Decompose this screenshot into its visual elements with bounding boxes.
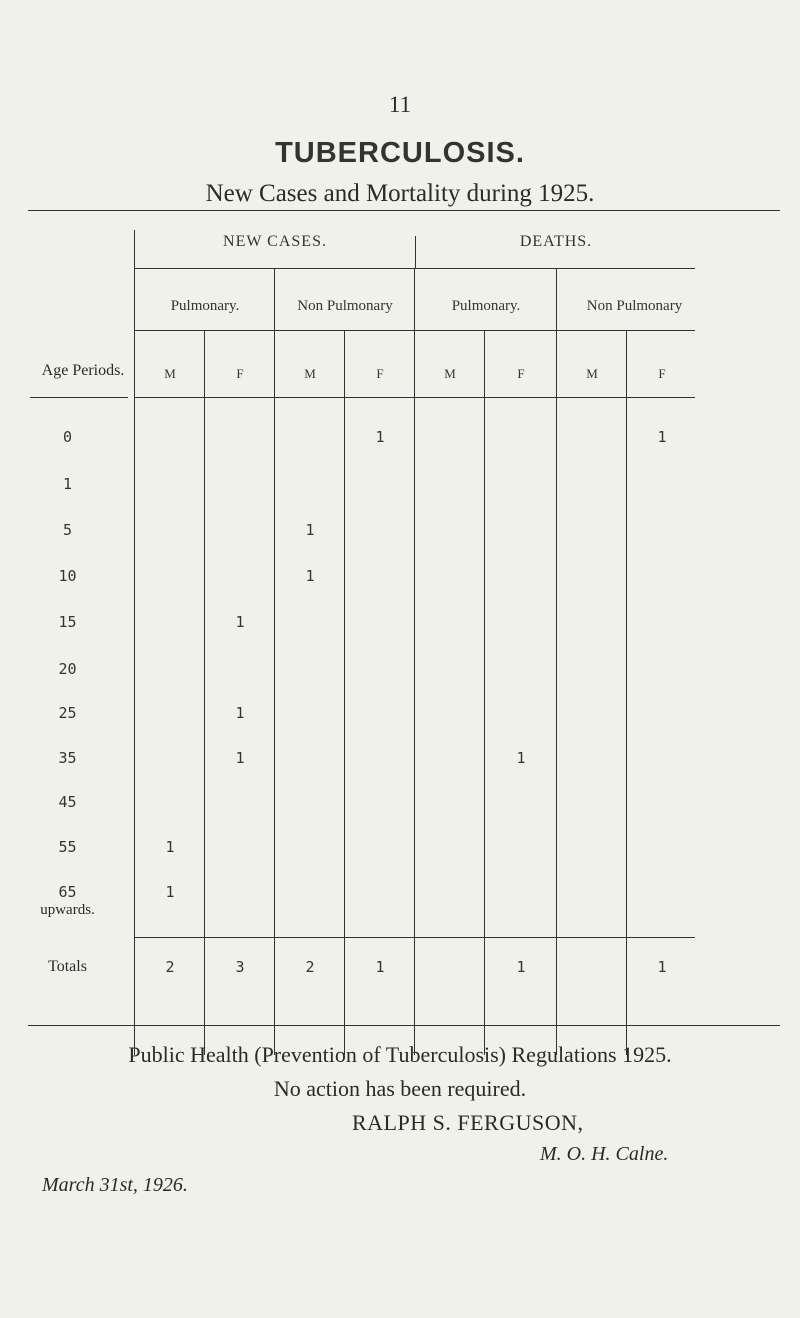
age-label: 25 [58,704,77,722]
age-label: 10 [58,567,77,585]
table-cell: 1 [375,428,385,446]
header-bottom-rule [135,397,695,398]
totals-label: Totals [48,958,87,975]
total-cell: 1 [657,958,667,976]
column-divider [204,330,205,1055]
subheader-new-non-pulmonary: Non Pulmonary [297,298,393,314]
age-label: 1 [62,475,73,493]
header-new-cases: NEW CASES. [223,233,327,250]
group-divider [415,236,416,268]
signatory-name: RALPH S. FERGUSON, [352,1110,584,1135]
age-label-upwards: upwards. [40,902,95,918]
header-bottom-rule [30,397,128,398]
table-cell: 1 [235,704,245,722]
age-label: 5 [62,521,73,539]
sex-header: M [164,366,176,381]
table-top-rule [28,210,780,211]
sex-header: M [444,366,456,381]
age-label: 45 [58,793,77,811]
total-cell: 3 [235,958,245,976]
subheader-deaths-pulmonary: Pulmonary. [451,298,521,314]
table-cell: 1 [305,567,315,585]
total-cell: 1 [375,958,385,976]
regulations-note: Public Health (Prevention of Tuberculosis) Regulations 1925. [128,1042,672,1067]
header-deaths: DEATHS. [519,233,593,250]
sex-header: F [658,366,666,381]
table-cell: 1 [235,613,245,631]
subheader-deaths-non-pulmonary: Non Pulmonary [586,298,683,314]
sex-header: M [304,366,316,381]
age-label: 35 [58,749,77,767]
subheader-new-pulmonary: Pulmonary. [170,298,240,314]
age-label: 65 [58,883,77,901]
sex-header: F [517,366,525,381]
report-date: March 31st, 1926. [42,1174,188,1196]
subheader-rule [135,330,695,331]
sex-header: M [586,366,598,381]
sex-header: F [376,366,384,381]
column-divider [134,230,135,1055]
total-cell: 1 [516,958,526,976]
table-cell: 1 [165,838,175,856]
table-cell: 1 [516,749,526,767]
age-label: 0 [62,428,73,446]
page-number: 11 [388,92,412,117]
age-label: 55 [58,838,77,856]
age-label: 20 [58,660,77,678]
sex-header: F [236,366,244,381]
table-cell: 1 [165,883,175,901]
totals-top-rule [135,937,695,938]
table-cell: 1 [305,521,315,539]
page-subtitle: New Cases and Mortality during 1925. [205,180,595,207]
action-note: No action has been required. [273,1076,527,1101]
page-title: TUBERCULOSIS. [275,137,525,169]
total-cell: 2 [305,958,315,976]
column-divider [484,330,485,1055]
table-cell: 1 [235,749,245,767]
age-periods-header: Age Periods. [41,362,125,379]
total-cell: 2 [165,958,175,976]
signatory-title: M. O. H. Calne. [540,1143,669,1165]
age-label: 15 [58,613,77,631]
table-cell: 1 [657,428,667,446]
table-bottom-rule [28,1025,780,1026]
group-header-rule [135,268,695,269]
